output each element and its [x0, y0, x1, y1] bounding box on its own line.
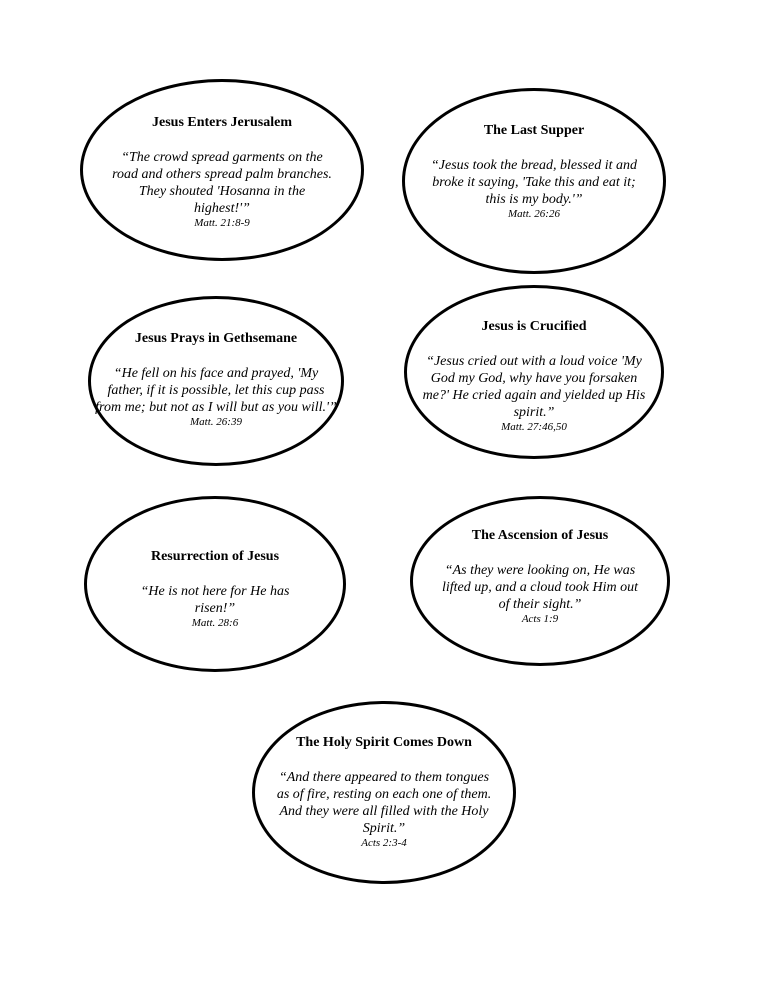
event-title: Jesus Prays in Gethsemane [134, 331, 298, 346]
event-title: The Last Supper [483, 123, 585, 138]
event-card-content [407, 318, 661, 433]
event-oval-holy-spirit [252, 701, 516, 884]
event-quote: “He is not here for He has risen!” [140, 584, 290, 616]
event-oval-last-supper [402, 88, 666, 274]
event-reference: Matt. 26:26 [508, 208, 560, 220]
event-oval-gethsemane [88, 296, 344, 466]
event-quote: “He fell on his face and prayed, 'My father, if it is possible, let this cup pass from me; but not as I will but as you will.'” [95, 366, 337, 415]
event-card-content [413, 527, 667, 625]
event-reference: Matt. 26:39 [190, 416, 242, 428]
event-reference: Matt. 27:46,50 [501, 421, 567, 433]
event-title: The Holy Spirit Comes Down [296, 735, 472, 750]
event-title: Jesus Enters Jerusalem [152, 115, 292, 130]
event-reference: Acts 1:9 [521, 613, 559, 625]
event-oval-resurrection [84, 496, 346, 672]
event-title: The Ascension of Jesus [471, 528, 609, 543]
event-card-content [405, 122, 663, 220]
event-title: Jesus is Crucified [481, 319, 587, 334]
event-reference: Acts 2:3-4 [361, 837, 407, 849]
event-title: Resurrection of Jesus [150, 549, 280, 564]
event-card-content [83, 114, 361, 229]
event-quote: “Jesus took the bread, blessed it and broke it saying, 'Take this and eat it; this is my body.'” [431, 158, 637, 207]
event-quote: “As they were looking on, He was lifted up, and a cloud took Him out of their sight.” [442, 563, 638, 612]
event-oval-ascension [410, 496, 670, 666]
event-card-content [91, 330, 341, 428]
event-quote: “And there appeared to them tongues as of fire, resting on each one of them. And they were all filled with the Holy Spirit.” [276, 770, 492, 836]
event-reference: Matt. 21:8-9 [194, 217, 250, 229]
event-quote: “Jesus cried out with a loud voice 'My God my God, why have you forsaken me?' He cried again and yielded up His spirit.” [422, 354, 646, 420]
event-card-content [255, 734, 513, 849]
event-quote: “The crowd spread garments on the road and others spread palm branches. They shouted 'Hosanna in the highest!'” [112, 150, 332, 216]
event-reference: Matt. 28:6 [191, 617, 239, 629]
event-oval-crucified [404, 285, 664, 459]
event-oval-jesus-enters-jerusalem [80, 79, 364, 261]
event-card-content [87, 548, 343, 629]
